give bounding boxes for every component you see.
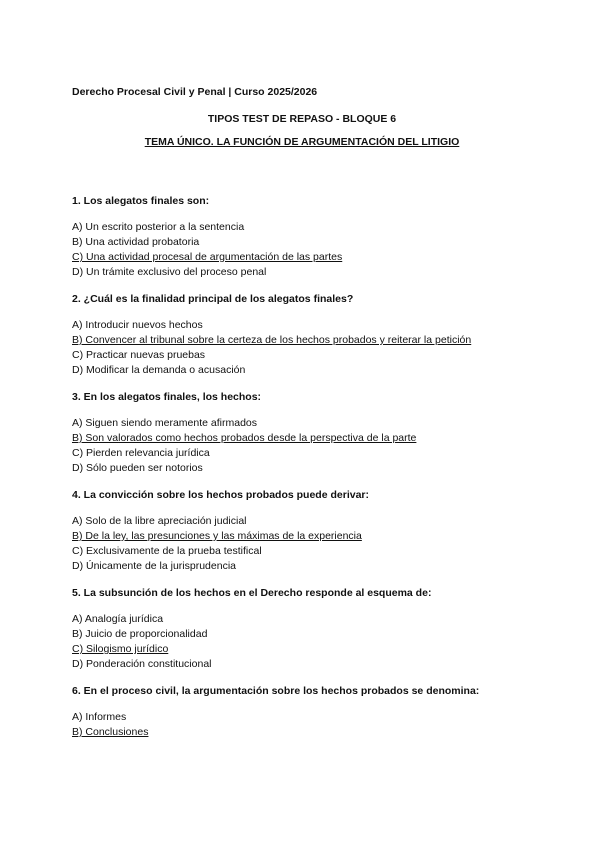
answer-option-correct: B) Conclusiones bbox=[72, 726, 149, 738]
answer-option-correct: B) Son valorados como hechos probados desde la perspectiva de la parte bbox=[72, 432, 417, 444]
answer-option: A) Introducir nuevos hechos bbox=[72, 319, 203, 331]
answer-option-correct: B) Convencer al tribunal sobre la certeza de los hechos probados y reiterar la petición bbox=[72, 334, 472, 346]
question-block bbox=[72, 194, 532, 280]
question-stem: 5. La subsunción de los hechos en el Derecho responde al esquema de: bbox=[72, 587, 432, 599]
document-page bbox=[72, 85, 532, 752]
block-title: TIPOS TEST DE REPASO - BLOQUE 6 bbox=[207, 113, 397, 125]
answer-option: D) Modificar la demanda o acusación bbox=[72, 364, 246, 376]
question-block bbox=[72, 684, 532, 740]
answer-option: B) Una actividad probatoria bbox=[72, 236, 200, 248]
question-stem: 2. ¿Cuál es la finalidad principal de los alegatos finales? bbox=[72, 293, 354, 305]
question-block bbox=[72, 292, 532, 378]
answer-option-correct: C) Silogismo jurídico bbox=[72, 643, 169, 655]
question-block bbox=[72, 586, 532, 672]
answer-option: A) Analogía jurídica bbox=[72, 613, 164, 625]
answer-option: A) Informes bbox=[72, 711, 127, 723]
answer-option: D) Ponderación constitucional bbox=[72, 658, 212, 670]
answer-option: C) Exclusivamente de la prueba testifical bbox=[72, 545, 262, 557]
question-stem: 1. Los alegatos finales son: bbox=[72, 195, 210, 207]
question-stem: 4. La convicción sobre los hechos probados puede derivar: bbox=[72, 489, 369, 501]
answer-option: A) Siguen siendo meramente afirmados bbox=[72, 417, 258, 429]
question-block bbox=[72, 390, 532, 476]
answer-option: D) Un trámite exclusivo del proceso penal bbox=[72, 266, 267, 278]
answer-option: A) Un escrito posterior a la sentencia bbox=[72, 221, 245, 233]
answer-option: C) Practicar nuevas pruebas bbox=[72, 349, 206, 361]
answer-option: D) Sólo pueden ser notorios bbox=[72, 462, 203, 474]
answer-option: D) Únicamente de la jurisprudencia bbox=[72, 560, 236, 572]
topic-title: TEMA ÚNICO. LA FUNCIÓN DE ARGUMENTACIÓN DEL LITIGIO bbox=[144, 136, 460, 148]
answer-option-correct: B) De la ley, las presunciones y las máximas de la experiencia bbox=[72, 530, 362, 542]
answer-option: B) Juicio de proporcionalidad bbox=[72, 628, 208, 640]
question-stem: 3. En los alegatos finales, los hechos: bbox=[72, 391, 262, 403]
answer-option-correct: C) Una actividad procesal de argumentación de las partes bbox=[72, 251, 343, 263]
answer-option: C) Pierden relevancia jurídica bbox=[72, 447, 210, 459]
answer-option: A) Solo de la libre apreciación judicial bbox=[72, 515, 247, 527]
question-stem: 6. En el proceso civil, la argumentación sobre los hechos probados se denomina: bbox=[72, 685, 480, 697]
course-header: Derecho Procesal Civil y Penal | Curso 2025/2026 bbox=[72, 86, 318, 98]
questions-list bbox=[72, 194, 532, 740]
question-block bbox=[72, 488, 532, 574]
